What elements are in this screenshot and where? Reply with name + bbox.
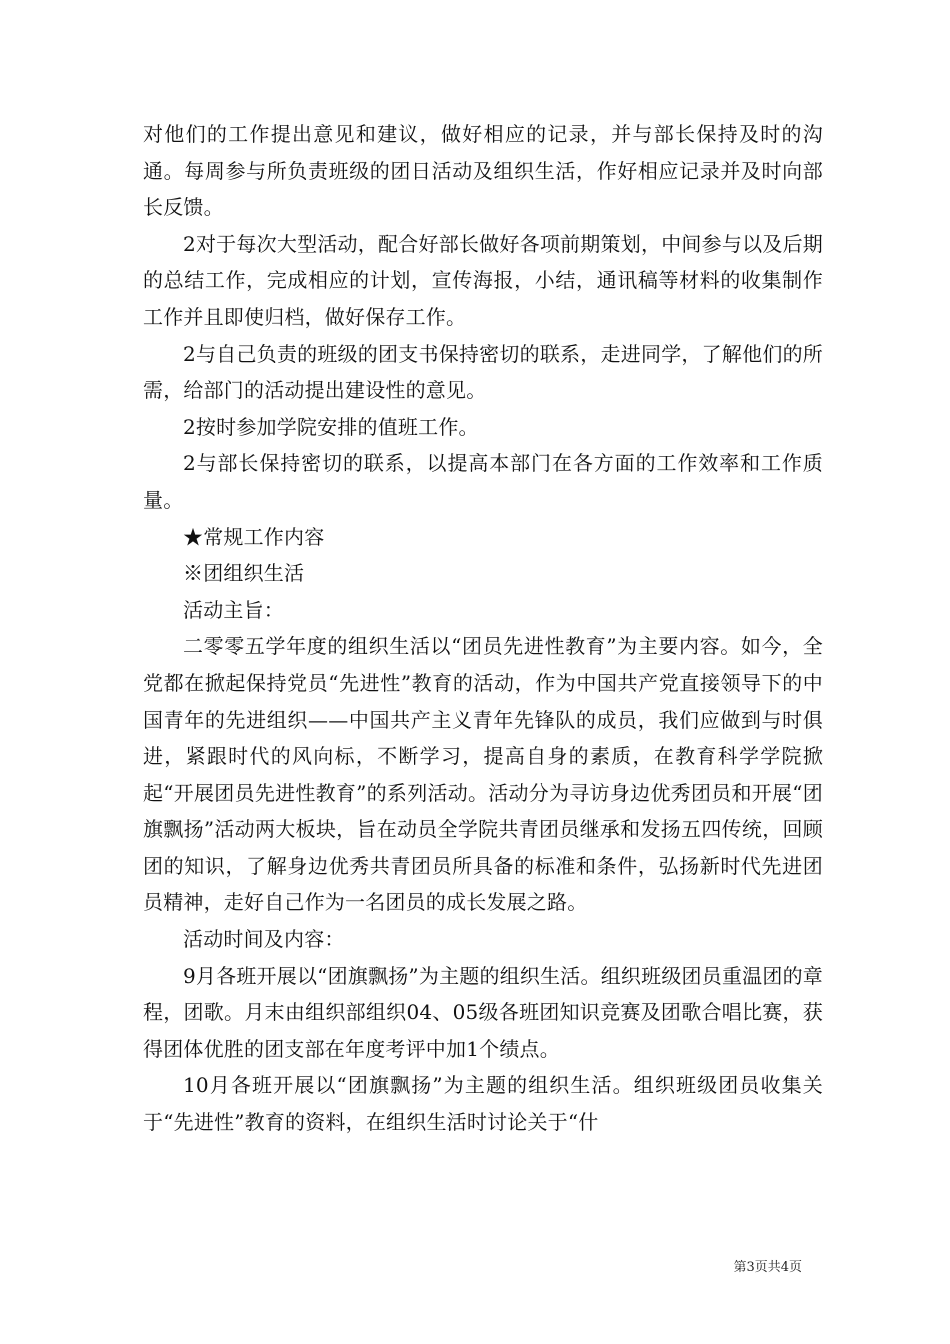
page-number-footer: 第3页共4页 bbox=[733, 1260, 802, 1275]
label-activity-purpose: 活动主旨： bbox=[183, 597, 284, 622]
paragraph-3: 2与自己负责的班级的团支书保持密切的联系，走进同学，了解他们的所需，给部门的活动提出建设性的意见。 bbox=[143, 341, 823, 403]
paragraph-1: 对他们的工作提出意见和建议，做好相应的记录，并与部长保持及时的沟通。每周参与所负责班级的团日活动及组织生活，作好相应记录并及时向部长反馈。 bbox=[143, 122, 823, 220]
paragraph-activity-purpose: 二零零五学年度的组织生活以“团员先进性教育”为主要内容。如今，全党都在掀起保持党员“先进性”教育的活动，作为中国共产党直接领导下的中国青年的先进组织——中国共产主义青年先锋队的成员，我们应做到与时俱进，紧跟时代的风向标，不断学习，提高自身的素质，在教育科学学院掀起“开展团员先进性教育”的系列活动。活动分为寻访身边优秀团员和开展“团旗飘扬”活动两大板块，旨在动员全学院共青团员继承和发扬五四传统，回顾团的知识，了解身边优秀共青团员所具备的标准和条件，弘扬新时代先进团员精神，走好自己作为一名团员的成长发展之路。 bbox=[143, 634, 823, 915]
paragraph-2: 2对于每次大型活动，配合好部长做好各项前期策划，中间参与以及后期的总结工作，完成相应的计划，宣传海报，小结，通讯稿等材料的收集制作工作并且即使归档，做好保存工作。 bbox=[143, 231, 823, 329]
paragraph-september: 9月各班开展以“团旗飘扬”为主题的组织生活。组织班级团员重温团的章程，团歌。月末由组织部组织04、05级各班团知识竞赛及团歌合唱比赛，获得团体优胜的团支部在年度考评中加1个绩点。 bbox=[143, 963, 823, 1061]
document-body bbox=[143, 116, 823, 1141]
paragraph-october: 10月各班开展以“团旗飘扬”为主题的组织生活。组织班级团员收集关于“先进性”教育的资料，在组织生活时讨论关于“什 bbox=[143, 1073, 823, 1135]
label-activity-schedule: 活动时间及内容： bbox=[183, 927, 345, 952]
section-heading-routine-work: ★常规工作内容 bbox=[183, 524, 325, 549]
subsection-heading-league-life: ※团组织生活 bbox=[183, 561, 305, 586]
paragraph-4: 2按时参加学院安排的值班工作。 bbox=[183, 414, 479, 439]
paragraph-5: 2与部长保持密切的联系，以提高本部门在各方面的工作效率和工作质量。 bbox=[143, 451, 823, 512]
